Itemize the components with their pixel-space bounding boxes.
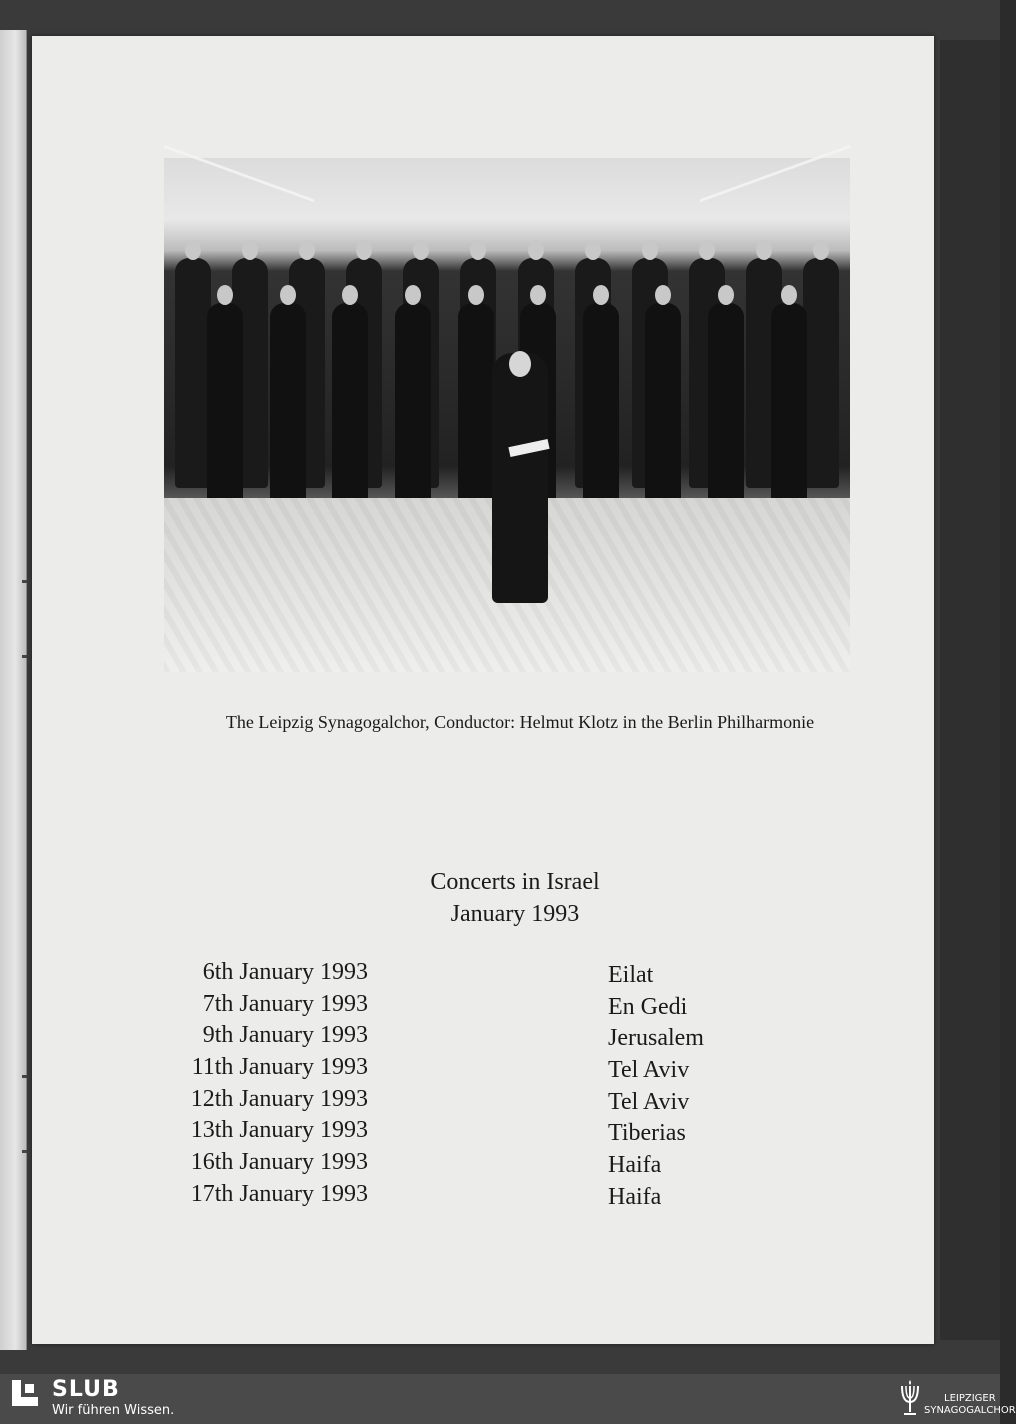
- concert-date: 9th January 1993: [202, 1022, 368, 1049]
- concert-date: 11th January 1993: [191, 1054, 368, 1081]
- concert-place: Haifa: [608, 1183, 662, 1210]
- choir-singer: [771, 303, 807, 503]
- concert-places-list: [608, 960, 808, 1214]
- concert-date: 7th January 1993: [202, 990, 368, 1017]
- concerts-heading: [380, 866, 650, 930]
- concerts-subtitle: January 1993: [450, 901, 580, 927]
- photo-caption: The Leipzig Synagogalchor, Conductor: Helmut Klotz in the Berlin Philharmonie: [225, 712, 815, 732]
- right-page-edge: [940, 40, 1000, 1340]
- concert-place: Jerusalem: [608, 1025, 704, 1052]
- conductor-figure: [492, 353, 548, 603]
- choir-singer: [395, 303, 431, 503]
- slub-logo-icon[interactable]: [12, 1380, 38, 1406]
- concert-date: 12th January 1993: [190, 1085, 368, 1112]
- left-page-edge: [0, 30, 27, 1350]
- edge-mark: [22, 580, 27, 583]
- concert-date: 16th January 1993: [190, 1149, 368, 1176]
- concert-place: Eilat: [608, 962, 654, 988]
- choir-singer: [583, 303, 619, 503]
- concert-place: Tel Aviv: [608, 1057, 690, 1084]
- logo-text-line2: SYNAGOGALCHOR: [924, 1405, 1016, 1416]
- choir-singer: [270, 303, 306, 503]
- choir-singer: [207, 303, 243, 503]
- concert-place: En Gedi: [608, 993, 688, 1020]
- concert-date: 13th January 1993: [190, 1117, 368, 1144]
- choir-singer: [645, 303, 681, 503]
- choir-singer: [332, 303, 368, 503]
- conductor-head: [509, 351, 531, 377]
- edge-mark: [22, 655, 27, 658]
- menorah-logo-icon: [898, 1378, 922, 1418]
- logo-text-line1: LEIPZIGER: [944, 1393, 996, 1404]
- slub-footer-bar: [0, 1374, 1000, 1424]
- edge-mark: [22, 1075, 27, 1078]
- concert-place: Tiberias: [608, 1120, 686, 1147]
- concert-date: 6th January 1993: [202, 959, 368, 985]
- concert-place: Haifa: [608, 1152, 662, 1179]
- slub-brand[interactable]: SLUB: [52, 1377, 120, 1402]
- concert-place: Tel Aviv: [608, 1088, 690, 1115]
- synagogalchor-logo-text: [924, 1393, 1016, 1417]
- edge-mark: [22, 1150, 27, 1153]
- choir-photo: [164, 158, 850, 672]
- slub-tagline: Wir führen Wissen.: [52, 1403, 175, 1418]
- concerts-title: Concerts in Israel: [430, 869, 600, 895]
- concert-dates-list: [158, 957, 368, 1211]
- slub-logo-icon-graphic: [12, 1380, 38, 1406]
- concert-date: 17th January 1993: [190, 1180, 368, 1207]
- choir-singer: [458, 303, 494, 503]
- choir-singer: [708, 303, 744, 503]
